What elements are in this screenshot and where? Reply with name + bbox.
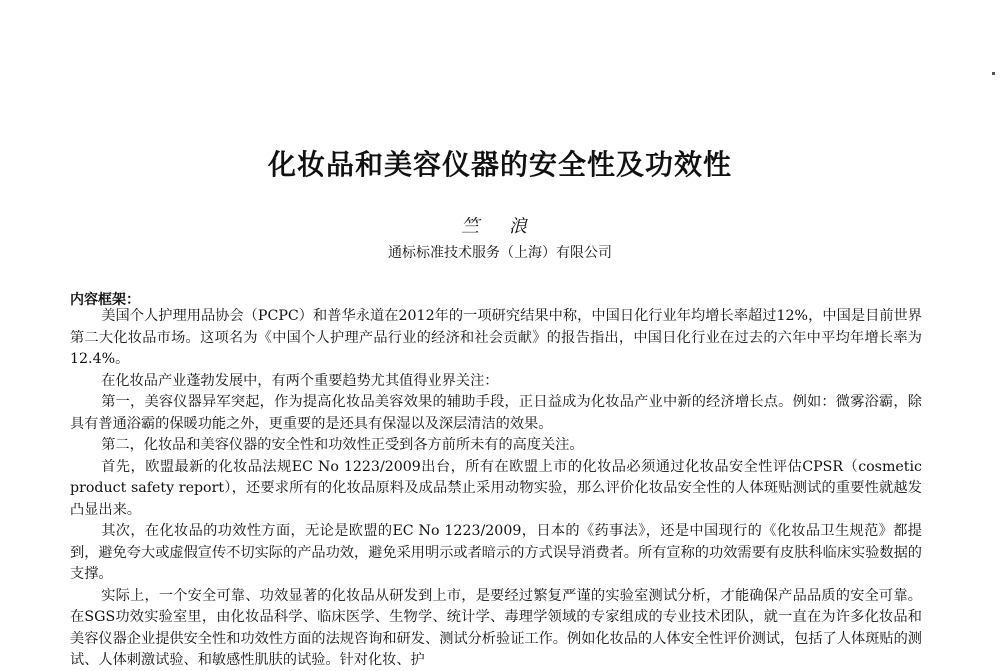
scan-speck: [992, 72, 995, 75]
article-title: 化妆品和美容仪器的安全性及功效性: [267, 148, 732, 181]
paragraph: 其次，在化妆品的功效性方面，无论是欧盟的EC No 1223/2009，日本的《药事法》，还是中国现行的《化妆品卫生规范》都提到，避免夸大或虚假宣传不切实际的产品功效，避免采用明示或者暗示的方式误导消费者。所有宣称的功效需要有皮肤科临床实验数据的支撑。: [70, 523, 922, 582]
article-body: [70, 306, 922, 671]
section-heading: 内容框架：: [70, 292, 140, 308]
paragraph: 第一，美容仪器异军突起，作为提高化妆品美容效果的辅助手段，正日益成为化妆品产业中新的经济增长点。例如：微雾浴霸，除具有普通浴霸的保暖功能之外，更重要的是还具有保湿以及深层清洁的效果。: [70, 394, 922, 432]
paragraph: 实际上，一个安全可靠、功效显著的化妆品从研发到上市，是要经过繁复严谨的实验室测试分析，才能确保产品品质的安全可靠。在SGS功效实验室里，由化妆品科学、临床医学、生物学、统计学、毒理学领域的专家组成的专业技术团队，就一直在为许多化妆品和美容仪器企业提供安全性和功效性方面的法规咨询和研发、测试分析验证工作。例如化妆品的人体安全性评价测试，包括了人体斑贴的测试、人体刺激试验、和敏感性肌肤的试验。针对化妆、护: [70, 587, 922, 668]
paragraph: 第二，化妆品和美容仪器的安全性和功效性正受到各方前所未有的高度关注。: [101, 437, 584, 453]
paragraph: 在化妆品产业蓬勃发展中，有两个重要趋势尤其值得业界关注：: [101, 372, 499, 389]
paragraph: 首先，欧盟最新的化妆品法规EC No 1223/2009出台，所有在欧盟上市的化妆品必须通过化妆品安全性评估CPSR（cosmetic product safety report），还要求所有的化妆品原料及成品禁止采用动物实验，那么评价化妆品安全性的人体斑贴测试的重要性就越发凸显出来。: [70, 458, 922, 518]
author-affiliation: 通标标准技术服务（上海）有限公司: [388, 245, 612, 261]
paragraph: 美国个人护理用品协会（PCPC）和普华永道在2012年的一项研究结果中称，中国日化行业年均增长率超过12%，中国是目前世界第二大化妆品市场。这项名为《中国个人护理产品行业的经济和社会贡献》的报告指出，中国日化行业在过去的六年中平均年增长率为12.4%。: [70, 308, 922, 367]
author-name: 竺 浪: [461, 216, 539, 237]
